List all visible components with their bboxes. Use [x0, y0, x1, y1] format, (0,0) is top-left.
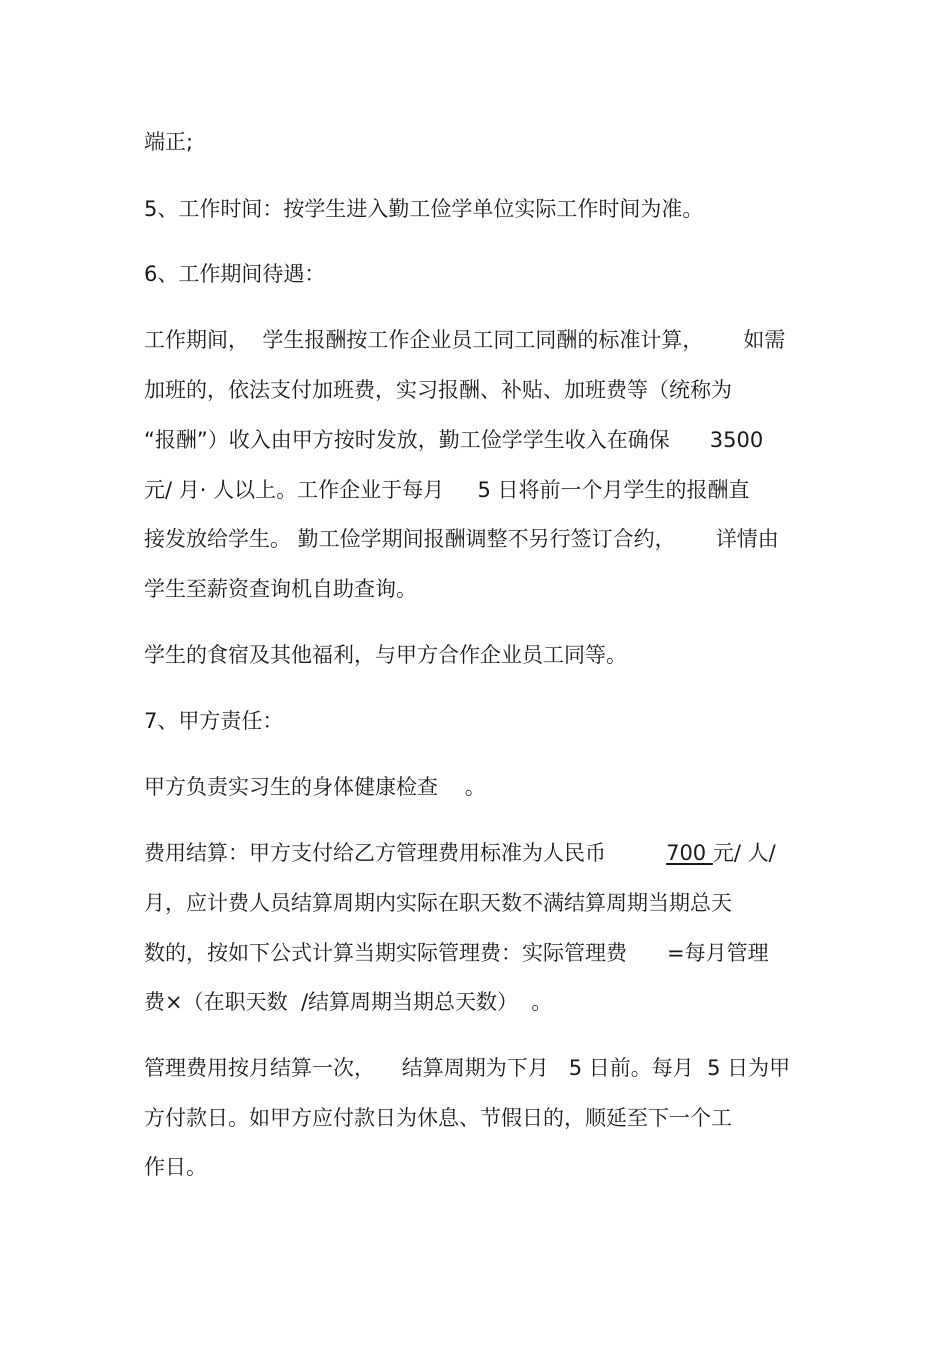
- fee-line: [144, 838, 776, 868]
- section-heading-treatment: 6、工作期间待遇：: [144, 262, 326, 286]
- text-line: 管理费用按月结算一次， 结算周期为下月 5 日前。每月 5 日为甲: [144, 1056, 791, 1080]
- text-line: 费×（在职天数 /结算周期当期总天数） 。: [144, 990, 553, 1014]
- text-line: 工作期间， 学生报酬按工作企业员工同工同酬的标准计算， 如需: [144, 328, 786, 352]
- text-line: 方付款日。如甲方应付款日为休息、节假日的，顺延至下一个工: [144, 1106, 732, 1130]
- fee-unit: 元/ 人/: [712, 841, 776, 865]
- text-line: “报酬”）收入由甲方按时发放，勤工俭学学生收入在确保 3500: [144, 428, 764, 452]
- text-line: 月，应计费人员结算周期内实际在职天数不满结算周期当期总天: [144, 891, 732, 915]
- text-line: 学生的食宿及其他福利，与甲方合作企业员工同等。: [144, 643, 627, 667]
- text-line: 甲方负责实习生的身体健康检查 。: [144, 775, 486, 799]
- text-line: 学生至薪资查询机自助查询。: [144, 577, 417, 601]
- section-heading-party-a: 7、甲方责任：: [144, 709, 284, 733]
- text-line: 元/ 月· 人以上。工作企业于每月 5 日将前一个月学生的报酬直: [144, 478, 750, 502]
- fee-amount: 700: [666, 841, 713, 865]
- text-line: 接发放给学生。 勤工俭学期间报酬调整不另行签订合约， 详情由: [144, 527, 779, 551]
- text-line: 加班的，依法支付加班费，实习报酬、补贴、加班费等（统称为: [144, 378, 732, 402]
- text-line: 端正;: [144, 130, 194, 154]
- text-line: 作日。: [144, 1155, 207, 1179]
- section-heading-work-time: 5、工作时间：按学生进入勤工俭学单位实际工作时间为准。: [144, 197, 704, 221]
- fee-text: 费用结算：甲方支付给乙方管理费用标准为人民币: [144, 841, 667, 865]
- text-line: 数的，按如下公式计算当期实际管理费：实际管理费 =每月管理: [144, 941, 769, 965]
